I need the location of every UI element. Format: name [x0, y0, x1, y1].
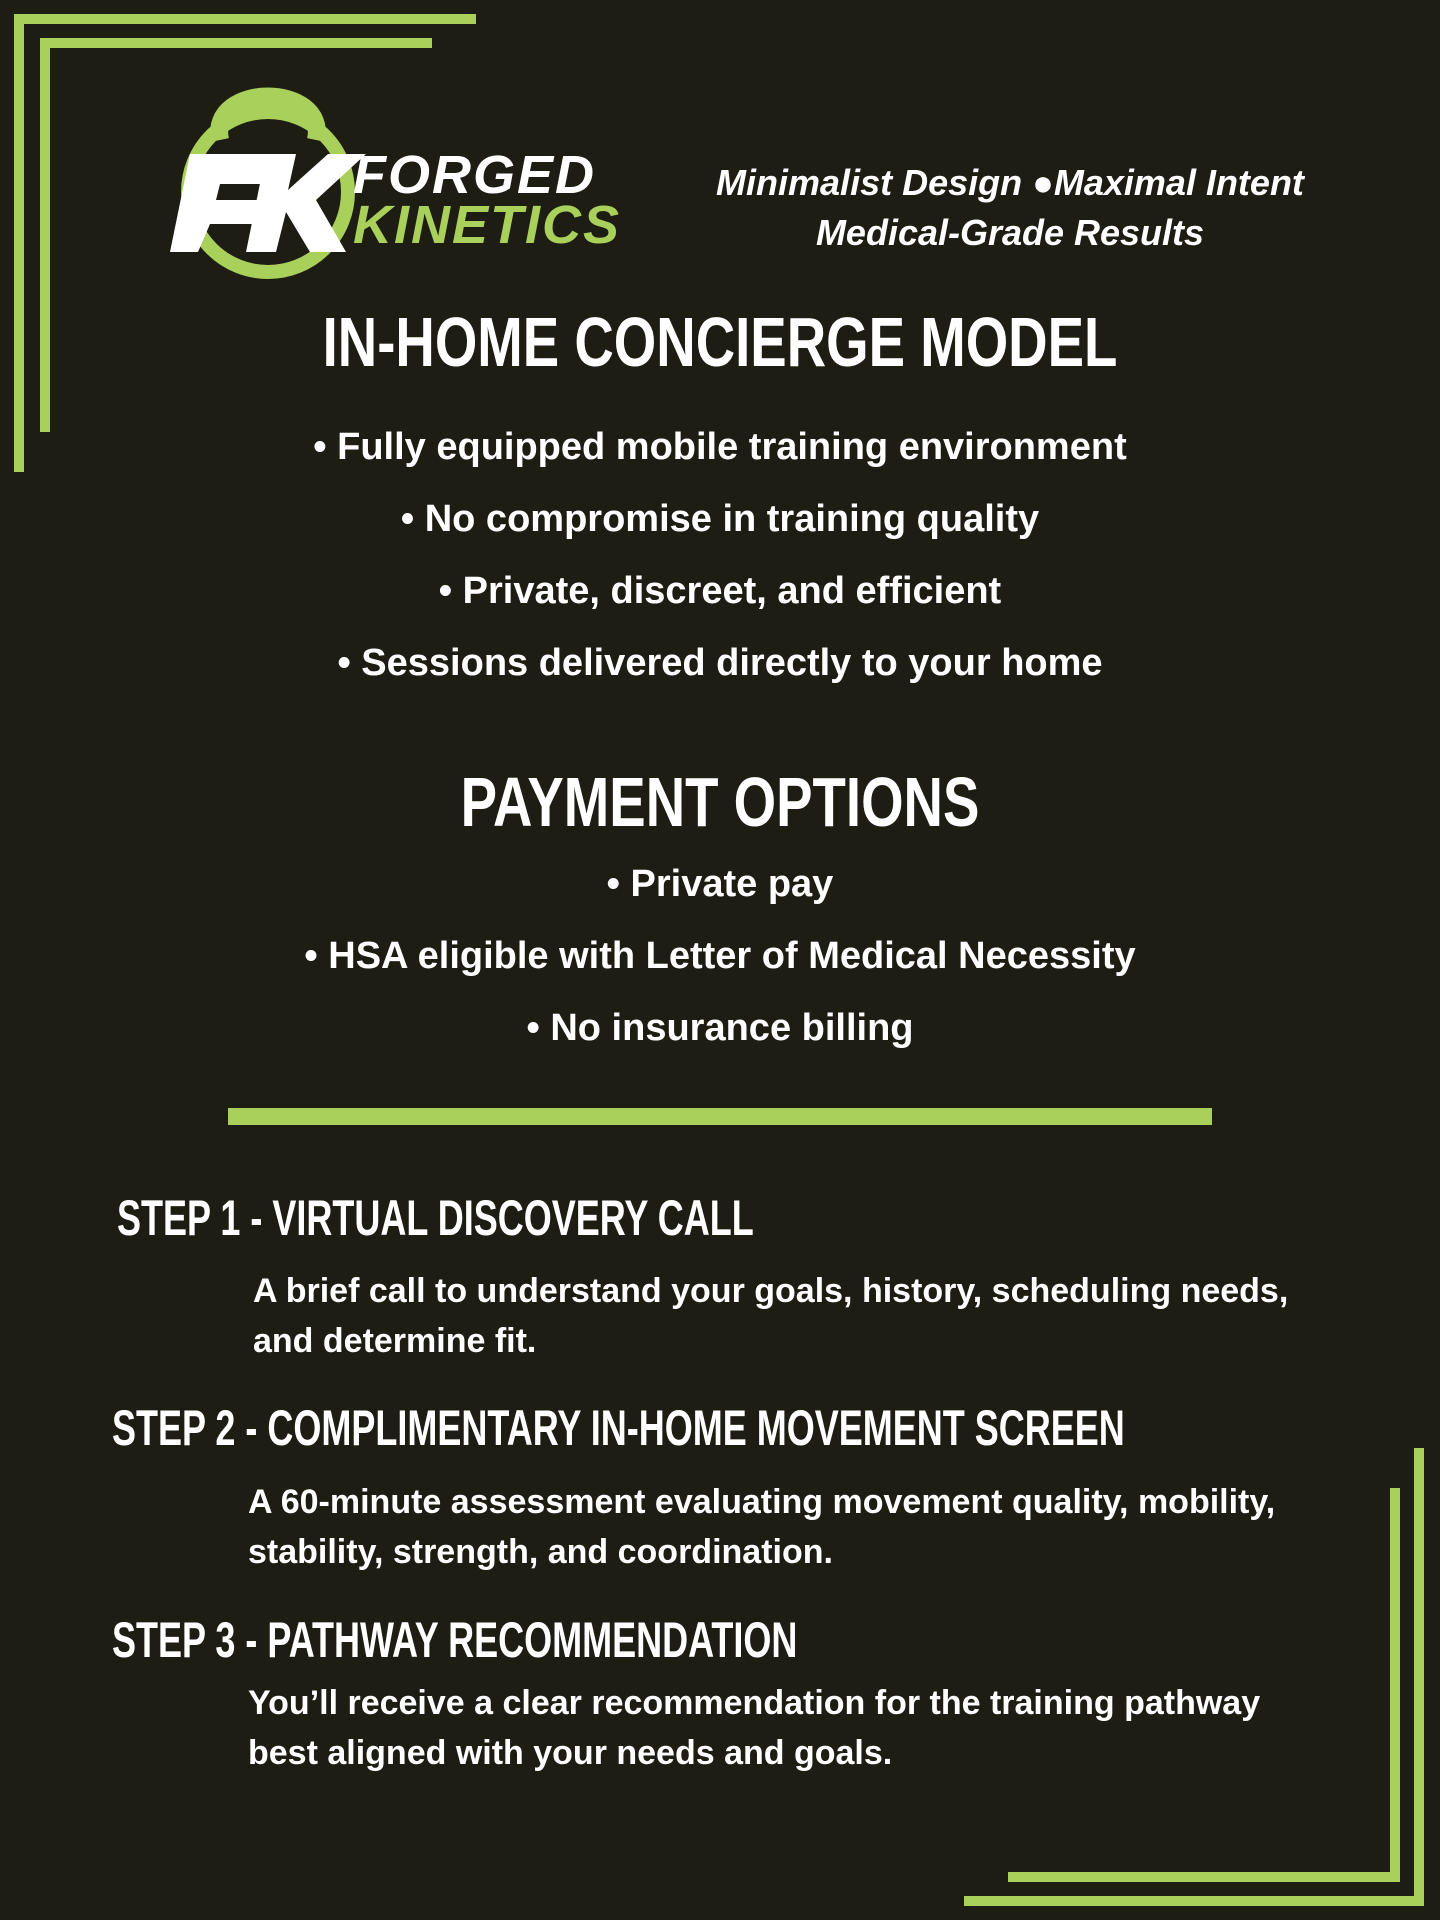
concierge-bullet: • Private, discreet, and efficient	[438, 570, 1002, 612]
tagline-line-2: Medical-Grade Results	[815, 212, 1205, 253]
payment-heading: PAYMENT OPTIONS	[460, 763, 980, 841]
step-2-description-line-1: A 60-minute assessment evaluating movement quality, mobility,	[248, 1483, 1276, 1521]
logo-wordmark	[353, 145, 622, 255]
brand-logo	[168, 62, 668, 287]
kettlebell-icon	[168, 62, 368, 287]
frame-right-outer-bar	[1414, 1448, 1424, 1906]
step-3-title: STEP 3 - PATHWAY RECOMMENDATION	[112, 1612, 798, 1668]
frame-left-outer-bar	[14, 14, 24, 472]
tagline-line-1	[690, 158, 1330, 208]
step-3-description	[248, 1678, 1338, 1778]
step-2-description	[248, 1477, 1338, 1577]
step-3-description-line-2: best aligned with your needs and goals.	[248, 1734, 893, 1772]
step-1-description-line-1: A brief call to understand your goals, history, scheduling needs,	[253, 1272, 1289, 1310]
concierge-bullet: • Sessions delivered directly to your home	[337, 642, 1103, 684]
frame-left-inner-bar	[40, 38, 50, 432]
step-2-title: STEP 2 - COMPLIMENTARY IN-HOME MOVEMENT SCREEN	[112, 1400, 1125, 1456]
tagline-part-2: Maximal Intent	[1053, 162, 1304, 203]
tagline	[690, 158, 1330, 258]
frame-top-outer-bar	[14, 14, 476, 24]
step-2-description-line-2: stability, strength, and coordination.	[248, 1533, 833, 1571]
concierge-bullet-list	[0, 411, 1440, 699]
payment-bullet: • HSA eligible with Letter of Medical Necessity	[304, 935, 1136, 977]
concierge-bullet: • Fully equipped mobile training environment	[313, 426, 1127, 468]
step-1-title: STEP 1 - VIRTUAL DISCOVERY CALL	[117, 1190, 754, 1246]
section-divider	[228, 1108, 1212, 1125]
logo-word-forged: FORGED	[353, 145, 597, 205]
concierge-bullet: • No compromise in training quality	[400, 498, 1040, 540]
tagline-part-1: Minimalist Design	[716, 162, 1023, 203]
payment-bullet-list	[0, 848, 1440, 1064]
step-1-description	[253, 1266, 1343, 1366]
concierge-heading: IN-HOME CONCIERGE MODEL	[322, 303, 1118, 381]
payment-bullet: • No insurance billing	[526, 1007, 914, 1049]
step-3-description-line-1: You’ll receive a clear recommendation for the training pathway	[248, 1684, 1261, 1722]
frame-right-inner-bar	[1390, 1488, 1400, 1882]
logo-word-kinetics: KINETICS	[353, 195, 622, 255]
payment-bullet: • Private pay	[606, 863, 834, 905]
frame-bottom-outer-bar	[964, 1896, 1424, 1906]
frame-top-inner-bar	[40, 38, 432, 48]
frame-bottom-inner-bar	[1008, 1872, 1400, 1882]
step-1-description-line-2: and determine fit.	[253, 1322, 537, 1360]
tagline-separator: ●	[1032, 162, 1054, 203]
